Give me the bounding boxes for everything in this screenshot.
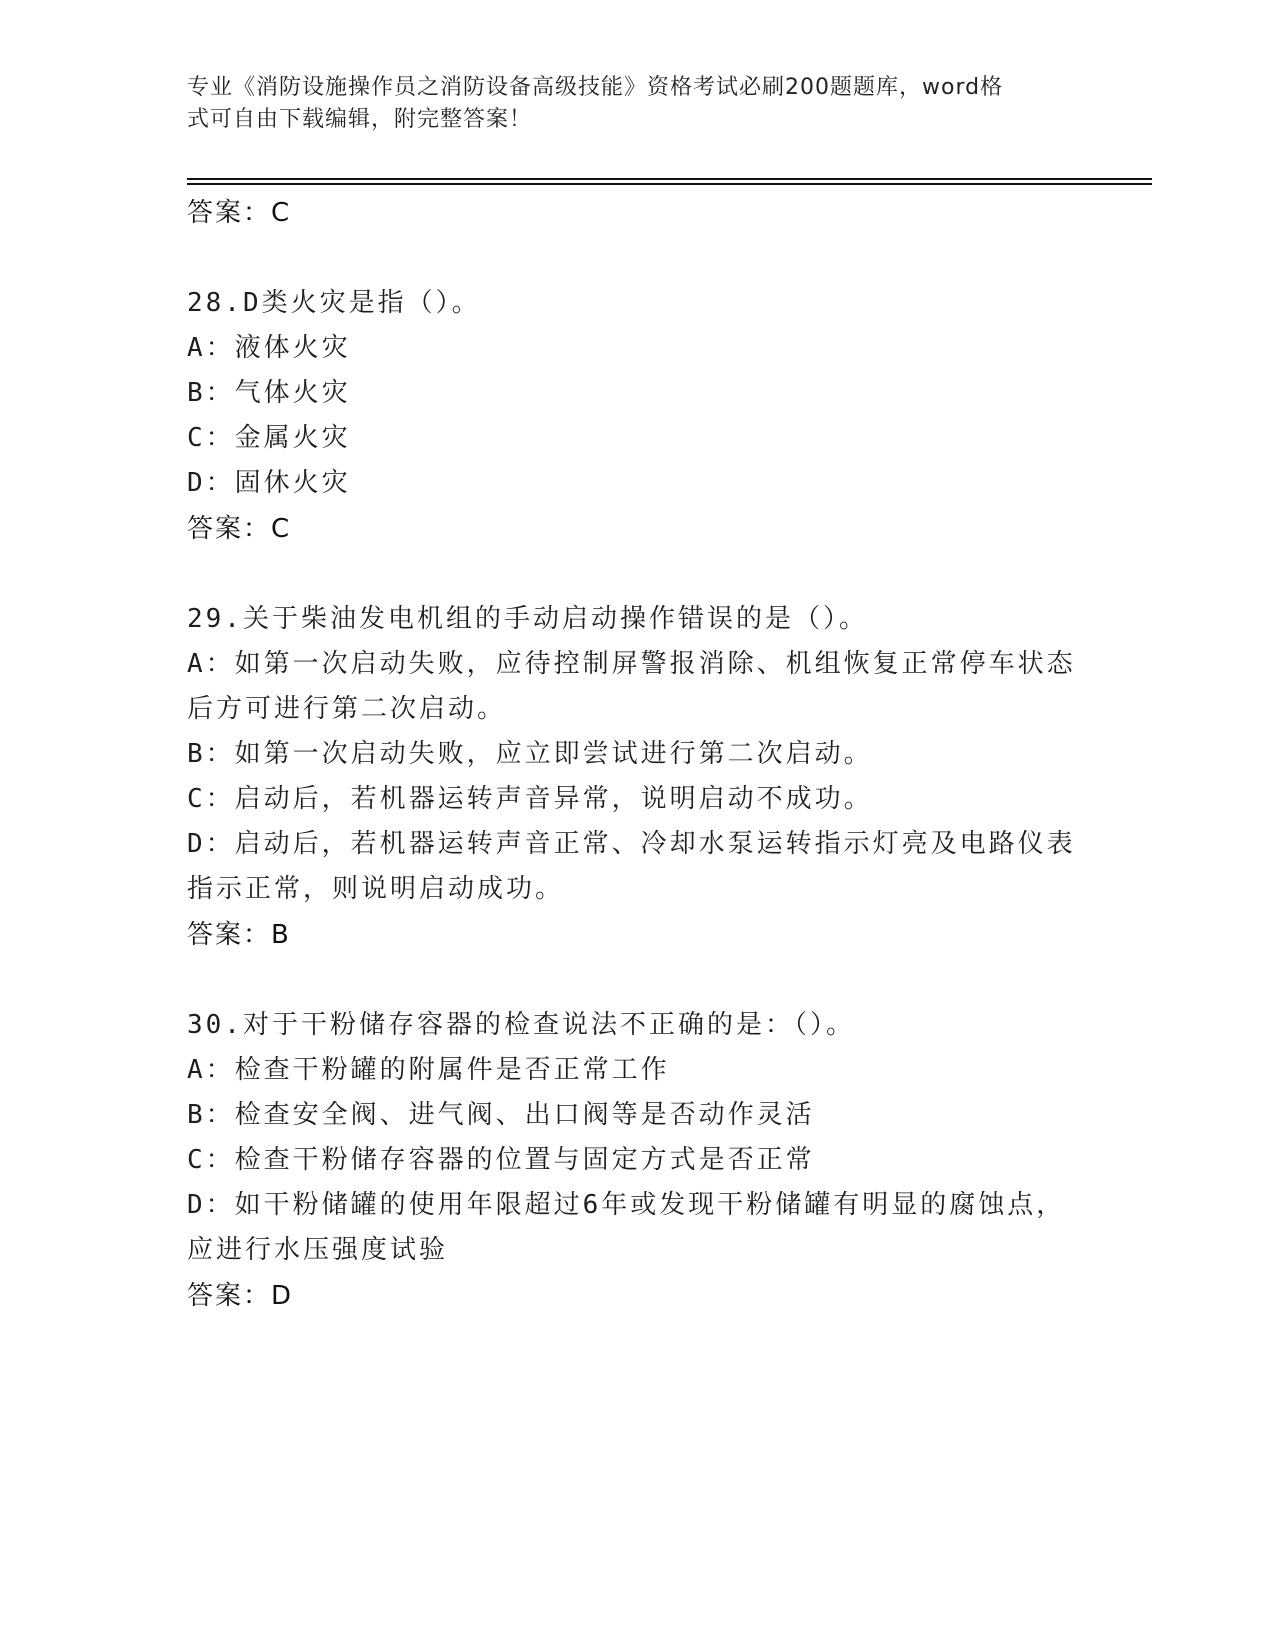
option-b: B：如第一次启动失败，应立即尝试进行第二次启动。 [187, 739, 873, 769]
header-line-1: 专业《消防设施操作员之消防设备高级技能》资格考试必刷200题题库，word格 [187, 75, 1004, 100]
answer-q27: 答案：C [187, 198, 292, 228]
option-c: C：启动后，若机器运转声音异常，说明启动不成功。 [187, 784, 873, 814]
option-d-continued: 指示正常，则说明启动成功。 [187, 874, 565, 904]
option-a: A：如第一次启动失败，应待控制屏警报消除、机组恢复正常停车状态 [187, 649, 1076, 679]
option-d: D：固休火灾 [187, 468, 351, 498]
spacer [187, 552, 1087, 597]
option-d-continued: 应进行水压强度试验 [187, 1235, 449, 1265]
answer: 答案：D [187, 1281, 294, 1311]
document-header [187, 72, 1067, 136]
option-c: C：检查干粉储存容器的位置与固定方式是否正常 [187, 1145, 815, 1175]
header-rule-bottom [187, 183, 1152, 185]
question-text: 28.D类火灾是指（）。 [187, 288, 481, 318]
answer: 答案：B [187, 920, 291, 950]
question-list [187, 190, 1087, 1319]
option-b: B：检查安全阀、进气阀、出口阀等是否动作灵活 [187, 1100, 815, 1130]
option-a-continued: 后方可进行第二次启动。 [187, 694, 507, 724]
header-rule-top [187, 178, 1152, 180]
option-b: B：气体火灾 [187, 378, 351, 408]
question-text: 29.关于柴油发电机组的手动启动操作错误的是（）。 [187, 604, 868, 634]
header-line-2: 式可自由下载编辑，附完整答案！ [187, 107, 533, 132]
option-a: A：检查干粉罐的附属件是否正常工作 [187, 1055, 670, 1085]
question-30 [187, 1003, 1087, 1319]
option-a: A：液体火灾 [187, 333, 351, 363]
answer: 答案：C [187, 514, 292, 544]
spacer [187, 958, 1087, 1003]
question-29 [187, 597, 1087, 958]
option-c: C：金属火灾 [187, 423, 351, 453]
question-text: 30.对于干粉储存容器的检查说法不正确的是：（）。 [187, 1010, 855, 1040]
option-d: D：启动后，若机器运转声音正常、冷却水泵运转指示灯亮及电路仪表 [187, 829, 1076, 859]
option-d: D：如干粉储罐的使用年限超过6年或发现干粉储罐有明显的腐蚀点， [187, 1190, 1066, 1220]
spacer [187, 236, 1087, 281]
question-28 [187, 281, 1087, 552]
